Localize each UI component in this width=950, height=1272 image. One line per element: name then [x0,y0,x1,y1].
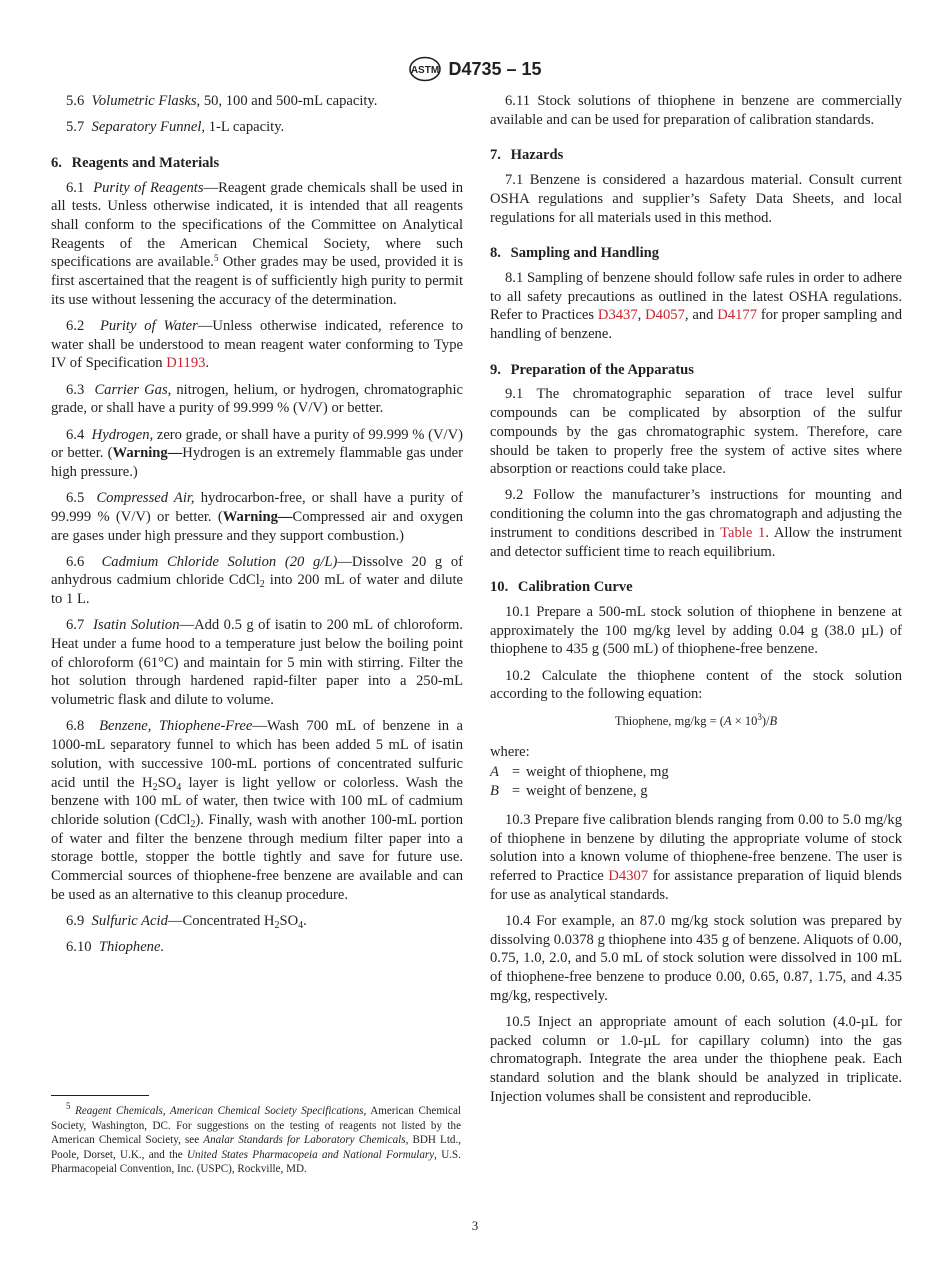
paragraph-6-4: 6.4 Hydrogen, zero grade, or shall have a purity of 99.999 % (V/V) or better. (Warning—Hydrogen is an extremely flammable gas under high pressure.) [51,426,463,480]
section-heading-6: 6. Reagents and Materials [51,154,220,171]
paragraph-6-11: 6.11 Stock solutions of thiophene in benzene are commercially available and can be used for preparation of calibration standards. [490,93,902,128]
paragraph-10-4: 10.4 For example, an 87.0 mg/kg stock solution was prepared by dissolving 0.0378 g thiophene into 435 g of benzene. Aliquots of 0.00, 0.75, 1.0, 2.0, and 5.0 mL of stock solution were dissolved in 100 mL of thiophene-free benzene to produce 0.00, 0.65, 0.87, 1.75, and 4.35 mg/kg, respectively. [490,912,902,1004]
paragraph-5-7: 5.7 Separatory Funnel, 1-L capacity. [66,119,285,136]
section-heading-9: 9. Preparation of the Apparatus [490,361,694,378]
paragraph-6-10: 6.10 Thiophene. [66,939,165,956]
paragraph-6-6: 6.6 Cadmium Chloride Solution (20 g/L)—Dissolve 20 g of anhydrous cadmium chloride CdCl$_2$ into 200 mL of water and dilute to 1 L. [51,553,464,608]
footnote-5: $^5$ Reagent Chemicals, American Chemical Society Specifications, American Chemical Society, Washington, DC. For suggestions on the testing of reagents not listed by the American Chemical Society, see Analar Standards for Laboratory Chemicals, BDH Ltd., Poole, Dorset, U.K., and the United States Pharmacopeia and National Formulary, U.S. Pharmacopeial Convention, Inc. (USPC), Rockville, MD. [51,1101,461,1176]
section-heading-10: 10. Calibration Curve [490,579,633,596]
paragraph-8-1: 8.1 Sampling of benzene should follow safe rules in order to adhere to all safety precautions as outlined in the latest OSHA regulations. Refer to Practices D3437, D4057, and D4177 for proper sampling and handling of benzene. [490,269,902,343]
paragraph-6-2: 6.2 Purity of Water—Unless otherwise indicated, reference to water shall be understood to mean reagent water conforming to Type IV of Specification D1193. [51,318,464,372]
link-d4057[interactable]: D4057 [645,307,685,324]
equation-thiophene: Thiophene, $mg/kg = (A \times 10^3)/B$ [614,711,778,728]
footnote-ref[interactable]: 5 [213,253,219,264]
page-header [0,56,950,86]
left-column [51,92,463,964]
paragraph-5-6: 5.6 Volumetric Flasks, 50, 100 and 500-mL capacity. [66,93,378,109]
document-id: D4735 – 15 [448,58,542,79]
paragraph-6-9: 6.9 Sulfuric Acid—Concentrated $H_2SO_4$. [66,912,307,931]
paragraph-9-1: 9.1 The chromatographic separation of trace level sulfur compounds can be complicated by absorption of the sulfur compounds by the gas chromatographic system. Therefore, care should be taken to properly free the system of active sites where absorption or reactions could take place. [490,386,902,478]
paragraph-6-7: 6.7 Isatin Solution—Add 0.5 g of isatin to 200 mL of chloroform. Heat under a fume hood to a temperature just below the boiling point of chloroform (61°C) and maintain for 5 min with stirring. Filter the hot solution through hardened rapid-filter paper into a 250-mL volumetric flask and dilute to volume. [51,617,463,709]
paragraph-10-5: 10.5 Inject an appropriate amount of each solution (4.0-µL for packed column or 1.0-µL for capillary column) into the gas chromatograph. Integrate the area under the thiophene peak. Each standard solution and the blank should be analyzed in triplicate. Injection volumes shall be consistent and reproducible. [490,1013,902,1105]
footnote-divider [51,1095,149,1096]
right-column [490,92,902,1114]
section-heading-8: 8. Sampling and Handling [490,245,660,262]
paragraph-6-3: 6.3 Carrier Gas, nitrogen, helium, or hydrogen, chromatographic grade, or shall have a purity of 99.999 % (V/V) or better. [51,381,464,417]
section-heading-7: 7. Hazards [490,147,564,164]
paragraph-10-3: 10.3 Prepare five calibration blends ranging from 0.00 to 5.0 mg/kg of thiophene in benzene by diluting the appropriate volume of stock solution into a known volume of thiophene-free benzene. The user is referred to Practice D4307 for assistance preparation of liquid blends for use as analytical standards. [490,811,902,903]
paragraph-10-1: 10.1 Prepare a 500-mL stock solution of thiophene in benzene at approximately the 100 mg/kg level by adding 0.04 g (38.0 µL) of thiophene to 435 g (500 mL) of thiophene-free benzene. [490,603,902,658]
link-d4177[interactable]: D4177 [717,307,757,324]
page-number: 3 [471,1218,479,1233]
warning-label: Warning— [112,445,183,462]
where-label: where: [490,743,530,760]
variable-definition: A = weight of thiophene, mg [490,764,669,781]
paragraph-10-2: 10.2 Calculate the thiophene content of the stock solution according to the following equation: [490,667,902,703]
svg-text:ASTM: ASTM [411,65,440,76]
link-d3437[interactable]: D3437 [597,307,638,324]
link-table-1[interactable]: Table 1 [720,524,766,541]
variable-definition: B = weight of benzene, g [490,783,648,800]
link-d4307[interactable]: D4307 [608,867,649,884]
warning-label: Warning— [222,508,293,525]
paragraph-9-2: 9.2 Follow the manufacturer’s instructions for mounting and conditioning the column into the gas chromatograph and adjusting the instrument to conditions described in Table 1. Allow the instrument and detector sufficient time to reach equilibrium. [490,487,902,560]
paragraph-7-1: 7.1 Benzene is considered a hazardous material. Consult current OSHA regulations and supplier’s Safety Data Sheets, and local regulations for all materials used in this method. [490,172,902,226]
link-d1193[interactable]: D1193 [166,355,206,372]
astm-logo-icon [408,56,442,82]
paragraph-6-5: 6.5 Compressed Air, hydrocarbon-free, or shall have a purity of 99.999 % (V/V) or better. (Warning—Compressed air and oxygen are gases under high pressure and they support combustion.) [51,490,463,544]
paragraph-6-1: 6.1 Purity of Reagents—Reagent grade chemicals shall be used in all tests. Unless otherwise indicated, it is intended that all reagents shall conform to the specifications of the Committee on Analytical Reagents of the American Chemical Society, where such specifications are available.$^5$ Other grades may be used, provided it is first ascertained that the reagent is of sufficiently high purity to permit its use without lessening the accuracy of the determination. [51,179,464,308]
paragraph-6-8: 6.8 Benzene, Thiophene-Free—Wash 700 mL of benzene in a 1000-mL separatory funnel to which has been added 5 mL of isatin solution, with successive 100-mL portions of concentrated sulfuric acid until the $H_2SO_4$ layer is light yellow or colorless. Wash the benzene with 100 mL of water, then twice with 100 mL of cadmium chloride solution (CdCl$_2$). Finally, wash with another 100-mL portion of water and filter the benzene through medium filter paper into a storage bottle, stopper the bottle tightly and save for future use. Commercial sources of thiophene-free benzene are available and can be used as an alternative to this cleanup procedure. [51,718,463,903]
